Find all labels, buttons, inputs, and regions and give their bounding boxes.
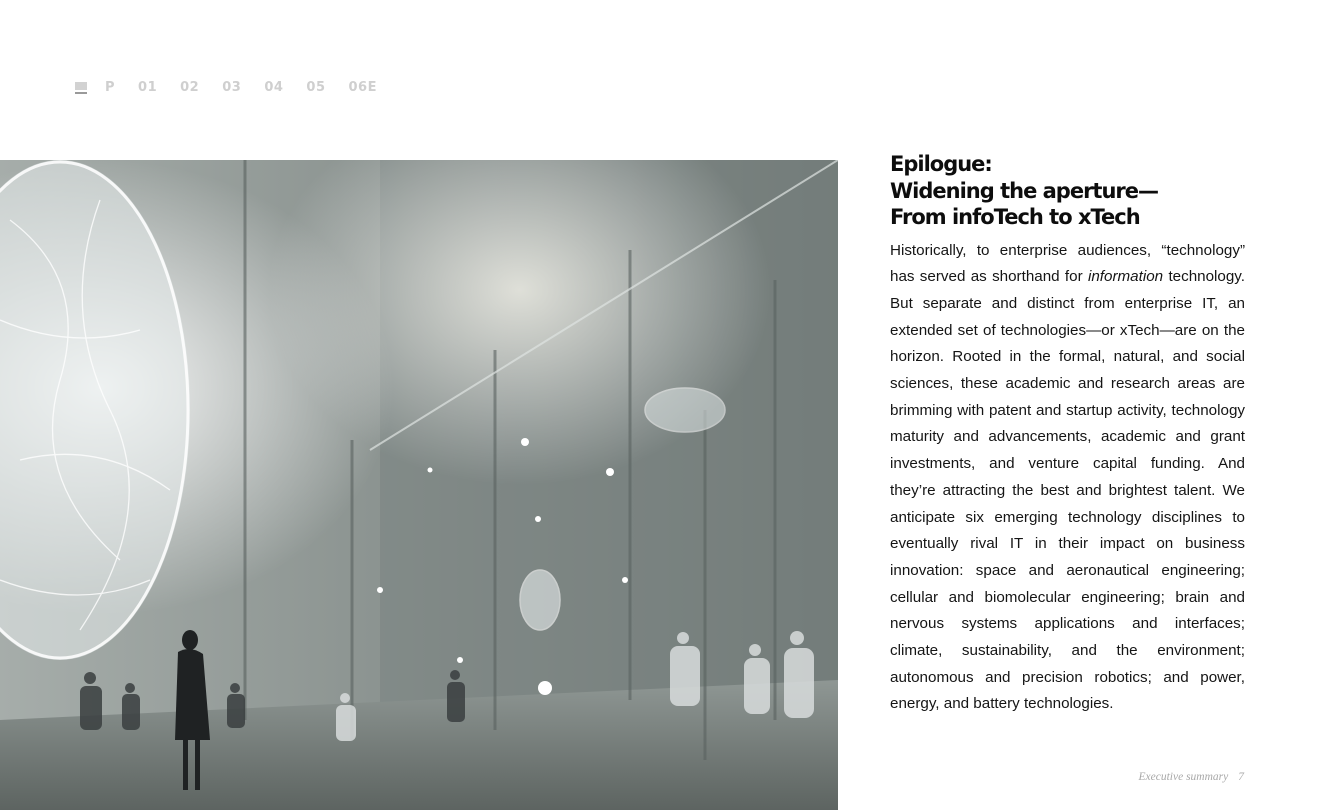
hero-image: [0, 160, 838, 810]
nav-item-04[interactable]: 04: [264, 80, 284, 95]
body-text-emphasis: information: [1087, 268, 1164, 286]
nav-item-06[interactable]: 06: [348, 80, 368, 95]
epilogue-article: [890, 151, 1245, 718]
section-nav: [75, 80, 377, 95]
footer-section-label: Executive summary: [1138, 771, 1229, 783]
nav-item-03[interactable]: 03: [222, 80, 242, 95]
nav-item-preface[interactable]: P: [105, 80, 116, 95]
heading-line-1: Epilogue:: [890, 152, 992, 176]
hero-illustration: [0, 160, 838, 810]
body-paragraph: [890, 238, 1245, 719]
menu-icon[interactable]: [75, 81, 87, 94]
nav-item-01[interactable]: 01: [138, 80, 158, 95]
body-text-end: technology. But separate and distinct from enterprise IT, an extended set of technologies—or xTech—are on the horizon. Rooted in the formal, natural, and social sciences, these academic and research areas are brimming with patent and startup activity, technology maturity and advancements, academic and grant investments, and venture capital funding. And they’re attracting the best and brightest talent. We anticipate six emerging technology disciplines to eventually rival IT in their impact on business innovation: space and aeronautical engineering; cellular and biomolecular engineering; brain and nervous systems applications and interfaces; climate, sustainability, and the environment; autonomous and precision robotics; and power, energy, and battery technologies.: [890, 268, 1245, 713]
nav-item-05[interactable]: 05: [306, 80, 326, 95]
page-title: [890, 151, 1245, 231]
heading-line-3: From infoTech to xTech: [890, 205, 1140, 229]
nav-item-02[interactable]: 02: [180, 80, 200, 95]
nav-item-epilogue[interactable]: E: [367, 80, 377, 95]
page-footer: [1139, 771, 1244, 783]
page-number: 7: [1238, 771, 1244, 783]
heading-line-2: Widening the aperture—: [890, 178, 1159, 203]
body-text-start: Historically, to enterprise audiences, “technology” has served as shorthand for: [890, 241, 1245, 286]
